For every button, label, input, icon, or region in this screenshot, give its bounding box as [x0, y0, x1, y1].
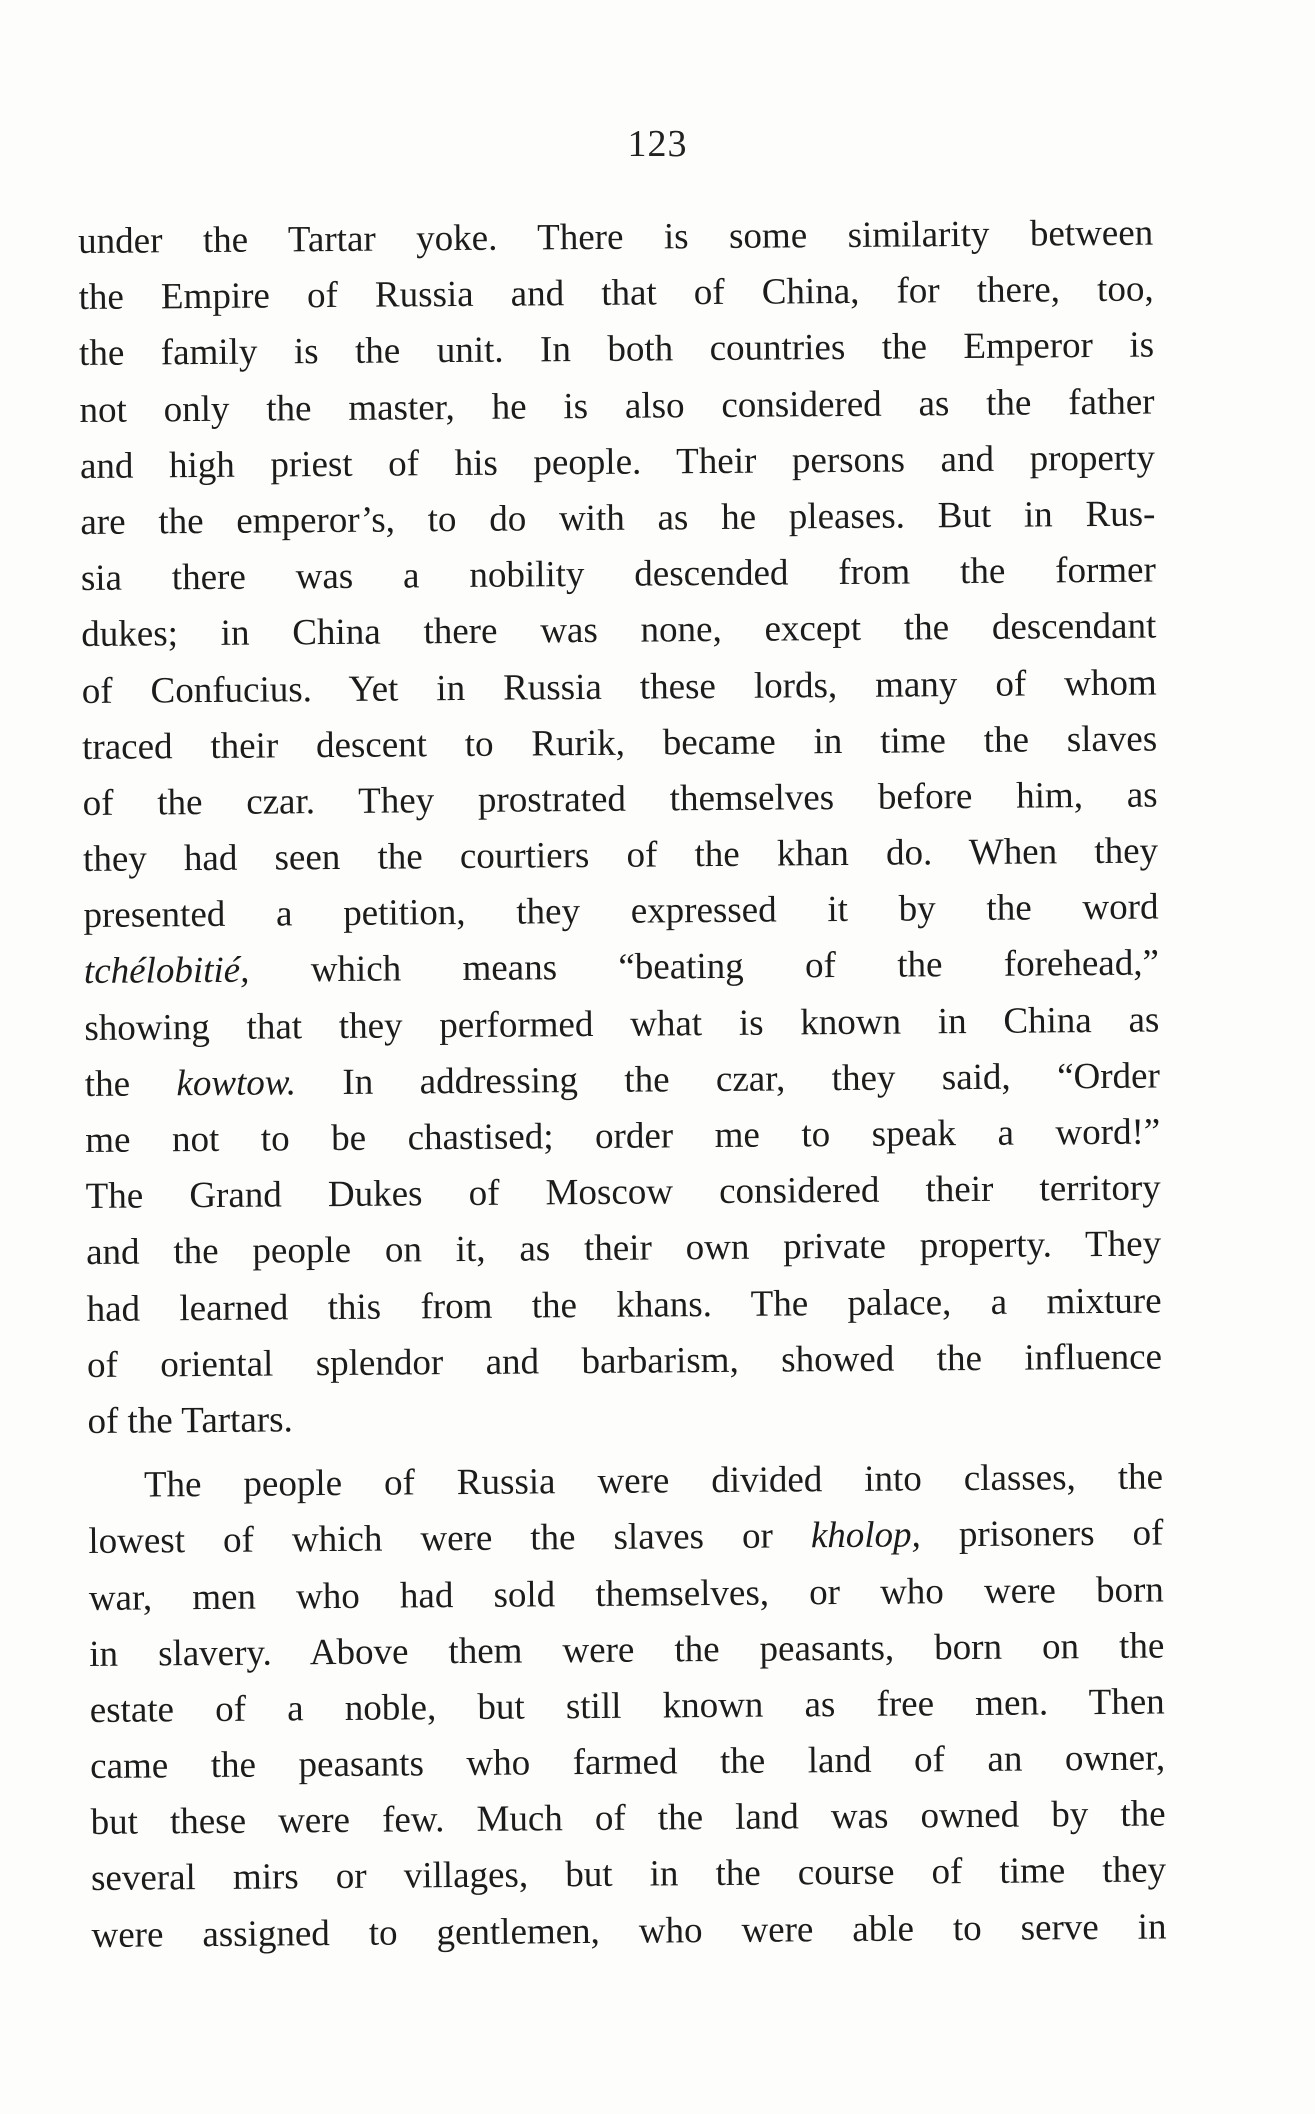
- text-line: presented a petition, they expressed it by the word: [83, 886, 1159, 937]
- text-line: and high priest of his people. Their persons and property: [79, 437, 1156, 487]
- italic-term: kowtow.: [176, 1062, 297, 1105]
- text-span: In addressing the czar, they said, “Order: [295, 1055, 1160, 1104]
- text-line: but these were few. Much of the land was owned by the: [90, 1793, 1166, 1844]
- text-line: of Confucius. Yet in Russia these lords, many of whom: [81, 662, 1157, 712]
- text-line: estate of a noble, but still known as free men. Then: [89, 1681, 1165, 1731]
- text-line: had learned this from the khans. The palace, a mixture: [86, 1280, 1162, 1330]
- text-line: [88, 1506, 1163, 1571]
- text-line: dukes; in China there was none, except the descendant: [81, 605, 1157, 656]
- text-line: The Grand Dukes of Moscow considered their territory: [85, 1167, 1161, 1218]
- text-line: were assigned to gentlemen, who were able to serve in: [91, 1906, 1167, 1956]
- text-line: sia there was a nobility descended from the former: [80, 549, 1156, 600]
- text-line: of oriental splendor and barbarism, showed the influence: [86, 1336, 1163, 1386]
- text-line: they had seen the courtiers of the khan do. When they: [82, 830, 1159, 881]
- text-line: traced their descent to Rurik, became in time the slaves: [82, 718, 1158, 768]
- text-line: showing that they performed what is known in China as: [84, 999, 1160, 1049]
- text-line: the Empire of Russia and that of China, for there, too,: [78, 268, 1154, 319]
- text-line: [84, 936, 1159, 1001]
- text-line: me not to be chastised; order me to speak a word!”: [85, 1111, 1161, 1161]
- text-line: under the Tartar yoke. There is some similarity between: [78, 212, 1154, 262]
- italic-term: kholop,: [810, 1514, 922, 1557]
- italic-term: tchélobitié,: [83, 950, 250, 993]
- text-line: The people of Russia were divided into classes, the: [143, 1456, 1164, 1506]
- text-span: the: [84, 1063, 177, 1105]
- paragraph-2: [88, 1450, 1167, 1964]
- text-line: [85, 1048, 1160, 1113]
- text-line: of the czar. They prostrated themselves before him, as: [82, 774, 1158, 824]
- page-number: 123: [627, 123, 688, 165]
- text-span: lowest of which were the slaves or: [88, 1515, 812, 1563]
- text-line: came the peasants who farmed the land of an owner,: [90, 1737, 1166, 1788]
- text-line: in slavery. Above them were the peasants, born on the: [89, 1625, 1165, 1675]
- body-text: [78, 206, 1167, 1964]
- paragraph-1: [78, 206, 1163, 1451]
- text-line: several mirs or villages, but in the course of time they: [90, 1849, 1167, 1900]
- text-line: and the people on it, as their own private property. They: [85, 1223, 1162, 1274]
- text-span: which means “beating of the forehead,”: [249, 942, 1160, 992]
- text-line: war, men who had sold themselves, or who were born: [88, 1569, 1164, 1619]
- text-line: are the emperor’s, to do with as he pleases. But in Rus-: [80, 493, 1156, 543]
- text-line: the family is the unit. In both countries the Emperor is: [78, 324, 1155, 375]
- text-line: not only the master, he is also considered as the father: [79, 381, 1155, 431]
- text-span: prisoners of: [920, 1512, 1164, 1556]
- text-line: of the Tartars.: [87, 1399, 293, 1442]
